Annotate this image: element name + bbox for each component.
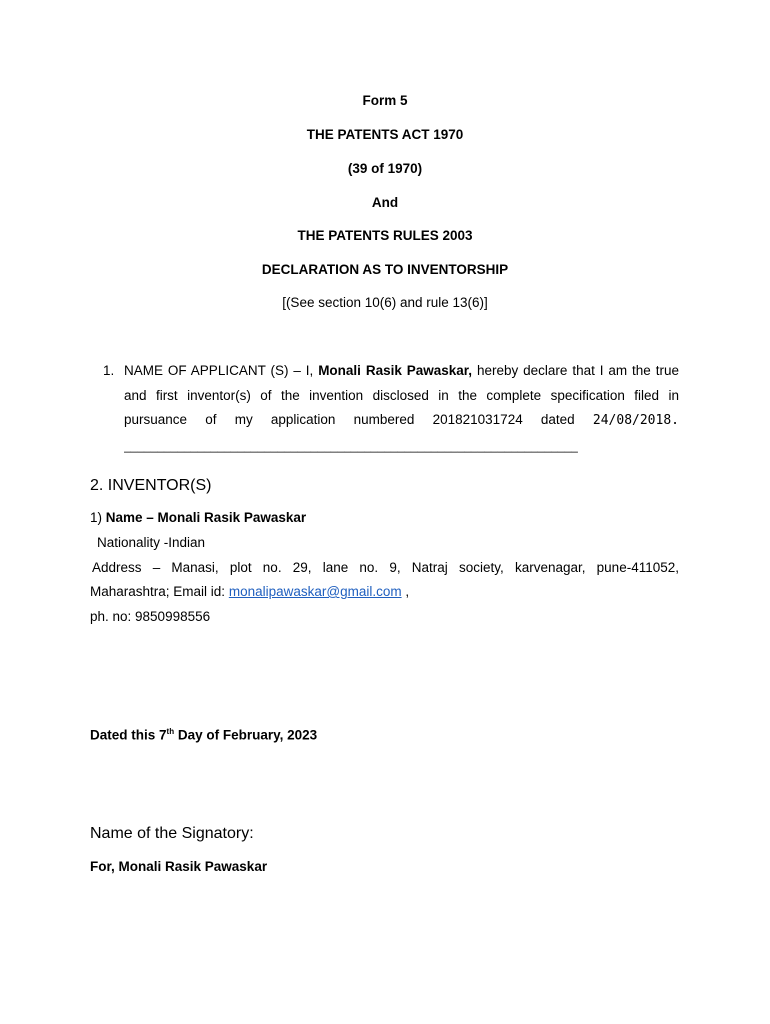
inventor-name: Name – Monali Rasik Pawaskar [105,510,307,525]
inventor-phone: ph. no: 9850998556 [90,609,211,624]
dated-line [90,727,317,743]
inventor-address-line-1: Address – Manasi, plot no. 29, lane no. 9, Natraj society, karvenagar, pune-411052, [92,560,679,575]
and-text: And [371,195,399,210]
applicant-name: Monali Rasik Pawaskar, [318,363,473,378]
address-line-2-suffix: , [405,584,410,599]
applicant-line-1-rest: hereby declare that I am the true [476,363,679,378]
dated-prefix: Dated this 7 [90,727,167,743]
signatory-label: Name of the Signatory: [90,825,254,842]
signatory-for: For, Monali Rasik Pawaskar [90,859,268,874]
applicant-line-1 [124,363,679,378]
inventors-heading: 2. INVENTOR(S) [90,477,212,494]
section-number: 1. [103,363,115,378]
inventor-address-line-2 [90,584,409,599]
inventor-name-line [90,510,306,525]
applicant-line-3 [124,412,679,428]
dated-suffix: Day of February, 2023 [177,727,318,743]
section-reference: [(See section 10(6) and rule 13(6)] [282,295,488,310]
form-number: Form 5 [362,93,408,108]
declaration-title: DECLARATION AS TO INVENTORSHIP [261,262,509,277]
applicant-line-2: and first inventor(s) of the invention disclosed in the complete specification filed in [124,388,679,403]
underline-rule: ____________________________________________________________________ [124,439,578,453]
inventor-nationality: Nationality -Indian [97,535,206,550]
applicant-line-3-text: pursuance of my application numbered 201821031724 dated [124,412,575,427]
email-link[interactable]: monalipawaskar@gmail.com [228,584,402,599]
address-line-2-prefix: Maharashtra; Email id: [90,584,226,599]
applicant-prefix: NAME OF APPLICANT (S) – I, [124,363,314,378]
act-number: (39 of 1970) [347,161,423,176]
rules-title: THE PATENTS RULES 2003 [297,228,473,243]
act-title: THE PATENTS ACT 1970 [306,127,464,142]
application-date: 24/08/2018. [592,413,679,428]
dated-superscript: th [166,727,175,736]
inventor-index: 1) [90,510,103,525]
